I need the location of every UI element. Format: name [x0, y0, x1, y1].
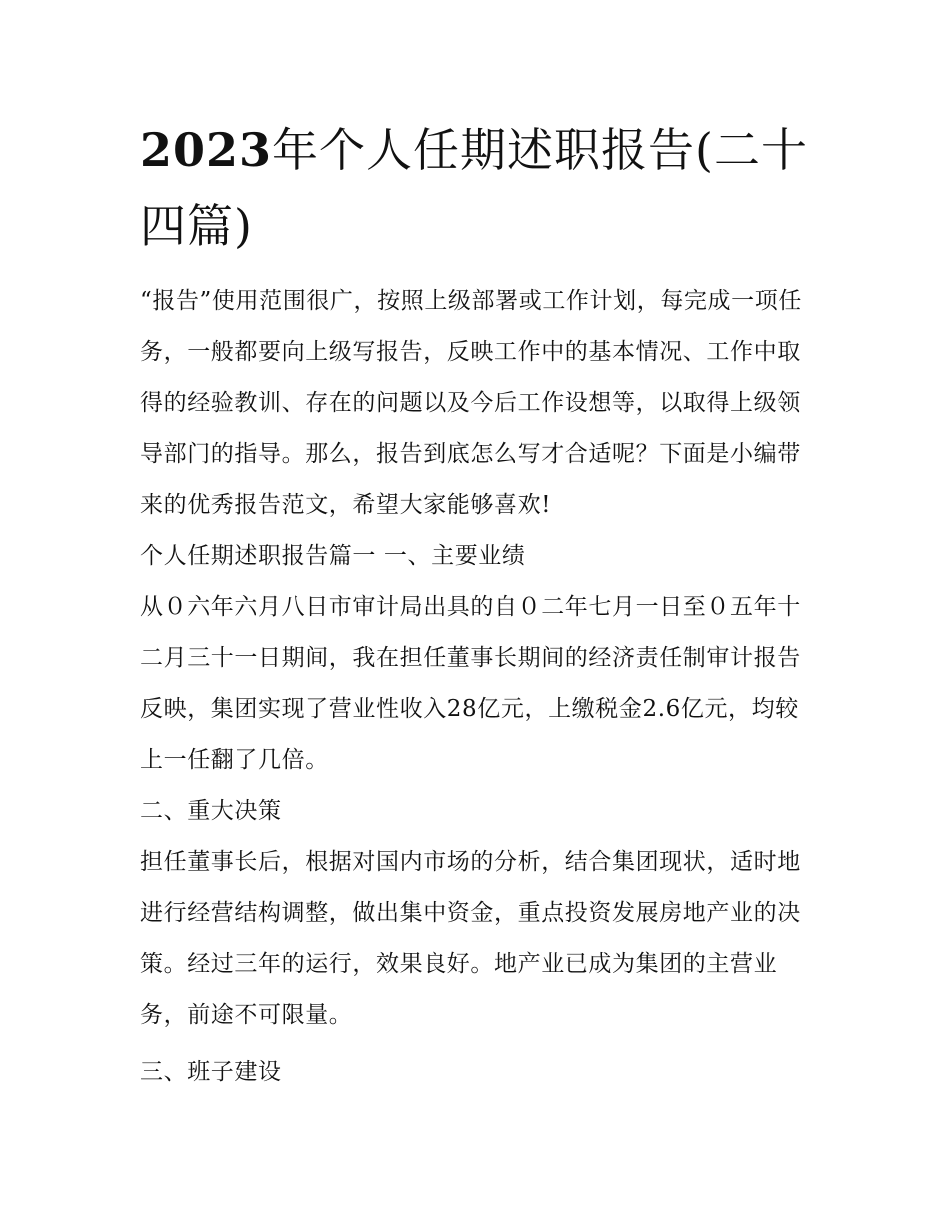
intro-paragraph: “报告”使用范围很广，按照上级部署或工作计划，每完成一项任务，一般都要向上级写报告，反映工作中的基本情况、工作中取得的经验教训、存在的问题以及今后工作设想等，以取得上级领导部门的指导。那么，报告到底怎么写才合适呢？下面是小编带来的优秀报告范文，希望大家能够喜欢! [140, 288, 802, 518]
document-body [140, 276, 820, 1098]
title-year: 2023 [140, 123, 273, 177]
title-text: 年个人任期述职报告(二十四篇) [140, 123, 808, 253]
decisions-paragraph: 担任董事长后，根据对国内市场的分析，结合集团现状，适时地进行经营结构调整，做出集中资金，重点投资发展房地产业的决策。经过三年的运行，效果良好。地产业已成为集团的主营业务，前途不可限量。 [140, 849, 801, 1028]
document-title [140, 112, 820, 264]
section-heading-team-building: 三、班子建设 [140, 1059, 282, 1085]
achievements-paragraph: 从０六年六月八日市审计局出具的自０二年七月一日至０五年十二月三十一日期间，我在担任董事长期间的经济责任制审计报告反映，集团实现了营业性收入28亿元，上缴税金2.6亿元，均较上一任翻了几倍。 [140, 594, 801, 773]
section-heading-major-decisions: 二、重大决策 [140, 798, 282, 824]
section-heading-main-achievements: 个人任期述职报告篇一 一、主要业绩 [140, 543, 526, 569]
